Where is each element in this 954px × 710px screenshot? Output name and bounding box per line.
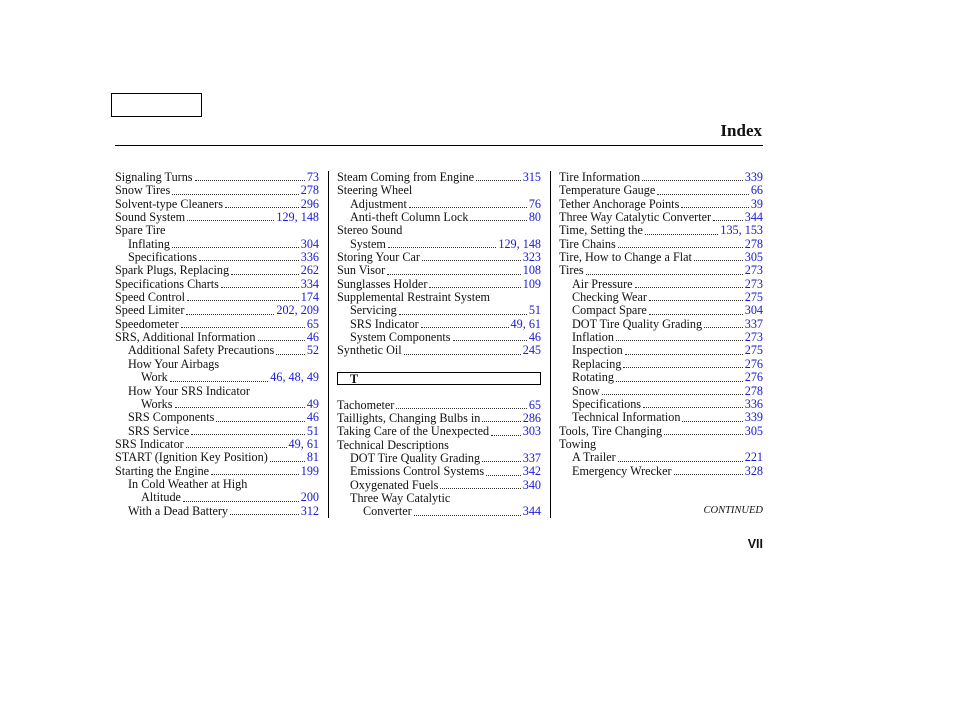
index-entry-term: Spark Plugs, Replacing (115, 263, 230, 278)
index-entry-term: Stereo Sound (337, 223, 403, 238)
page-number: VII (747, 537, 763, 551)
index-entry-term: How Your Airbags (128, 356, 220, 371)
index-entry-term: Tire Chains (559, 236, 616, 251)
index-entry (559, 318, 763, 331)
page-reference-link[interactable]: 129, 148 (276, 210, 319, 225)
page-reference-link[interactable]: 340 (522, 477, 541, 492)
dot-leader (409, 206, 527, 208)
dot-leader (649, 313, 743, 315)
page-reference-link[interactable]: 305 (744, 250, 763, 265)
index-entry-term: SRS Service (128, 423, 190, 438)
dot-leader (187, 299, 299, 301)
dot-leader (388, 246, 496, 248)
index-entry (115, 264, 319, 277)
index-entry-term: Sound System (115, 210, 186, 225)
index-entry (115, 358, 319, 371)
index-entry-term: Tools, Tire Changing (559, 423, 663, 438)
page-reference-link[interactable]: 51 (528, 303, 541, 318)
index-entry-term: Solvent-type Cleaners (115, 196, 223, 211)
dot-leader (681, 206, 748, 208)
index-entry-term: Temperature Gauge (559, 183, 656, 198)
index-entry-term: SRS Components (128, 410, 215, 425)
dot-leader (270, 460, 305, 462)
dot-leader (231, 273, 299, 275)
page-reference-link[interactable]: 80 (528, 210, 541, 225)
index-entry (115, 465, 319, 478)
index-entry-term: Time, Setting the (559, 223, 643, 238)
index-entry (559, 198, 763, 211)
index-entry (337, 224, 541, 237)
dot-leader (186, 313, 274, 315)
page-reference-link[interactable]: 303 (522, 424, 541, 439)
index-entry-term: Sun Visor (337, 263, 386, 278)
index-entry (115, 491, 319, 504)
page-reference-link[interactable]: 46 (306, 410, 319, 425)
index-entry (337, 505, 541, 518)
page-reference-link[interactable]: 273 (744, 276, 763, 291)
index-entry-term: Specifications (128, 250, 198, 265)
dot-leader (453, 339, 527, 341)
index-entry-term: Specifications Charts (115, 276, 219, 291)
index-entry (337, 344, 541, 357)
index-entry-term: Inspection (572, 343, 623, 358)
page-title: Index (720, 121, 762, 140)
page-reference-link[interactable]: 200 (300, 490, 319, 505)
index-entry (115, 251, 319, 264)
index-entry (337, 399, 541, 412)
dot-leader (602, 393, 743, 395)
page-reference-link[interactable]: 339 (744, 170, 763, 184)
index-entry-term: DOT Tire Quality Grading (572, 316, 703, 331)
dot-leader (175, 406, 305, 408)
page-reference-link[interactable]: 135, 153 (720, 223, 763, 238)
dot-leader (635, 286, 743, 288)
index-entry (337, 291, 541, 304)
dot-leader (186, 446, 287, 448)
index-entry-term: Spare Tire (115, 223, 166, 238)
page-reference-link[interactable]: 273 (744, 330, 763, 345)
index-entry (559, 304, 763, 317)
dot-leader (181, 326, 305, 328)
index-entry (559, 291, 763, 304)
index-column-3 (559, 171, 763, 478)
dot-leader (704, 326, 743, 328)
index-entry-term: SRS, Additional Information (115, 330, 256, 345)
page-reference-link[interactable]: 199 (300, 463, 319, 478)
dot-leader (618, 246, 743, 248)
page-reference-link[interactable]: 49 (306, 396, 319, 411)
page-reference-link[interactable]: 296 (300, 196, 319, 211)
page-reference-link[interactable]: 337 (522, 450, 541, 465)
index-entry (115, 211, 319, 224)
index-entry-term: Starting the Engine (115, 463, 210, 478)
dot-leader (172, 193, 299, 195)
dot-leader (276, 353, 305, 355)
dot-leader (642, 179, 743, 181)
index-entry-term: Oxygenated Fuels (350, 477, 439, 492)
index-entry (559, 411, 763, 424)
index-entry (337, 465, 541, 478)
index-entry-term: Replacing (572, 356, 622, 371)
index-entry (559, 171, 763, 184)
page-reference-link[interactable]: 129, 148 (498, 236, 541, 251)
index-entry-term: A Trailer (572, 450, 616, 465)
index-entry-term: Work (141, 370, 168, 385)
dot-leader (694, 259, 743, 261)
dot-leader (225, 206, 299, 208)
index-entry (115, 278, 319, 291)
page-reference-link[interactable]: 46, 48, 49 (270, 370, 319, 385)
index-entry-term: Synthetic Oil (337, 343, 402, 358)
index-entry-term: Snow Tires (115, 183, 171, 198)
index-entry (115, 411, 319, 424)
index-entry (559, 465, 763, 478)
index-entry-term: Works (141, 396, 173, 411)
page-reference-link[interactable]: 344 (744, 210, 763, 225)
page-reference-link[interactable]: 49, 61 (510, 316, 541, 331)
index-entry (115, 184, 319, 197)
page-reference-link[interactable]: 46 (306, 330, 319, 345)
dot-leader (440, 487, 520, 489)
dot-leader (421, 326, 509, 328)
index-entry (559, 358, 763, 371)
dot-leader (618, 460, 743, 462)
index-entry-term: Specifications (572, 396, 642, 411)
index-entry-term: SRS Indicator (115, 436, 184, 451)
index-entry (115, 238, 319, 251)
index-entry-term: Inflating (128, 236, 170, 251)
index-entry-term: Sunglasses Holder (337, 276, 428, 291)
dot-leader (195, 179, 305, 181)
index-entry-term: Technical Descriptions (337, 437, 449, 452)
section-tab-box (111, 93, 202, 117)
index-entry-term: Taking Care of the Unexpected (337, 424, 490, 439)
index-entry-term: Tire, How to Change a Flat (559, 250, 692, 265)
index-entry (115, 171, 319, 184)
page-reference-link[interactable]: 276 (744, 356, 763, 371)
page-reference-link[interactable]: 108 (522, 263, 541, 278)
index-entry (115, 398, 319, 411)
page-reference-link[interactable]: 286 (522, 410, 541, 425)
page-reference-link[interactable]: 46 (528, 330, 541, 345)
column-divider (328, 171, 329, 518)
dot-leader (414, 514, 521, 516)
index-entry (337, 492, 541, 505)
page-reference-link[interactable]: 344 (522, 504, 541, 519)
dot-leader (616, 339, 743, 341)
page-reference-link[interactable]: 315 (522, 170, 541, 184)
index-entry-term: How Your SRS Indicator (128, 383, 250, 398)
index-entry-term: Additional Safety Precautions (128, 343, 275, 358)
index-entry (559, 211, 763, 224)
page-reference-link[interactable]: 81 (306, 450, 319, 465)
index-entry (115, 198, 319, 211)
index-entry-term: Tires (559, 263, 584, 278)
dot-leader (486, 474, 521, 476)
index-entry (559, 371, 763, 384)
page-reference-link[interactable]: 275 (744, 290, 763, 305)
dot-leader (713, 219, 743, 221)
index-entry-term: Altitude (141, 490, 181, 505)
index-entry (559, 224, 763, 237)
dot-leader (625, 353, 743, 355)
index-entry (559, 425, 763, 438)
index-entry-term: START (Ignition Key Position) (115, 450, 268, 465)
entry-spacer (337, 358, 541, 371)
page-reference-link[interactable]: 339 (744, 410, 763, 425)
page-reference-link[interactable]: 276 (744, 370, 763, 385)
index-entry (337, 412, 541, 425)
index-entry (559, 344, 763, 357)
index-entry (559, 398, 763, 411)
index-entry (115, 478, 319, 491)
page-reference-link[interactable]: 245 (522, 343, 541, 358)
index-entry-term: Taillights, Changing Bulbs in (337, 410, 481, 425)
index-entry (337, 264, 541, 277)
index-entry-term: Steering Wheel (337, 183, 413, 198)
index-entry-term: Signaling Turns (115, 170, 193, 184)
index-entry-term: With a Dead Battery (128, 503, 229, 518)
index-entry (337, 171, 541, 184)
index-entry (115, 438, 319, 451)
index-entry-term: Air Pressure (572, 276, 633, 291)
page-reference-link[interactable]: 336 (744, 396, 763, 411)
page-reference-link[interactable]: 312 (300, 503, 319, 518)
page-reference-link[interactable]: 273 (744, 263, 763, 278)
dot-leader (422, 259, 521, 261)
index-entry (559, 264, 763, 277)
dot-leader (643, 406, 743, 408)
index-entry-term: Rotating (572, 370, 614, 385)
index-entry-term: Snow (572, 383, 600, 398)
page-reference-link[interactable]: 174 (300, 290, 319, 305)
index-entry-term: Speedometer (115, 316, 179, 331)
dot-leader (616, 380, 743, 382)
index-entry-term: Tire Information (559, 170, 641, 184)
index-entry (559, 251, 763, 264)
page-reference-link[interactable]: 109 (522, 276, 541, 291)
index-entry (559, 278, 763, 291)
page-reference-link[interactable]: 342 (522, 464, 541, 479)
dot-leader (645, 233, 718, 235)
index-entry-term: Three Way Catalytic (350, 490, 451, 505)
page-reference-link[interactable]: 337 (744, 316, 763, 331)
dot-leader (664, 433, 743, 435)
index-entry (337, 331, 541, 344)
index-entry (115, 385, 319, 398)
index-entry (337, 238, 541, 251)
dot-leader (399, 313, 527, 315)
dot-leader (586, 273, 743, 275)
page-reference-link[interactable]: 65 (528, 397, 541, 412)
dot-leader (404, 353, 521, 355)
dot-leader (674, 473, 743, 475)
index-entry (559, 438, 763, 451)
dot-leader (623, 366, 742, 368)
index-entry (115, 224, 319, 237)
page-reference-link[interactable]: 334 (300, 276, 319, 291)
index-entry (337, 479, 541, 492)
index-entry (337, 278, 541, 291)
index-entry (337, 318, 541, 331)
header-rule (115, 145, 763, 146)
page-reference-link[interactable]: 221 (744, 450, 763, 465)
index-entry (337, 251, 541, 264)
dot-leader (211, 473, 299, 475)
dot-leader (199, 259, 299, 261)
index-entry-term: Adjustment (350, 196, 407, 211)
dot-leader (491, 434, 521, 436)
index-entry (337, 198, 541, 211)
index-entry-term: Converter (363, 504, 412, 519)
page-reference-link[interactable]: 328 (744, 463, 763, 478)
index-entry-term: Emissions Control Systems (350, 464, 485, 479)
page-reference-link[interactable]: 305 (744, 423, 763, 438)
index-entry (559, 385, 763, 398)
index-entry-term: In Cold Weather at High (128, 476, 248, 491)
dot-leader (216, 420, 304, 422)
index-entry (337, 425, 541, 438)
page-reference-link[interactable]: 278 (300, 183, 319, 198)
dot-leader (682, 420, 742, 422)
index-entry (559, 331, 763, 344)
index-entry (115, 304, 319, 317)
page-reference-link[interactable]: 51 (306, 423, 319, 438)
index-entry-term: Emergency Wrecker (572, 463, 672, 478)
page-reference-link[interactable]: 39 (750, 196, 763, 211)
page-reference-link[interactable]: 275 (744, 343, 763, 358)
dot-leader (396, 407, 526, 409)
index-entry (115, 331, 319, 344)
dot-leader (482, 460, 521, 462)
dot-leader (476, 179, 521, 181)
index-entry-term: Supplemental Restraint System (337, 290, 491, 305)
index-entry-term: Tachometer (337, 397, 395, 412)
index-entry-term: Checking Wear (572, 290, 647, 305)
index-column-2 (337, 171, 541, 519)
index-entry (559, 238, 763, 251)
index-entry (337, 304, 541, 317)
index-entry-term: Speed Control (115, 290, 186, 305)
page-reference-link[interactable]: 65 (306, 316, 319, 331)
dot-leader (429, 286, 520, 288)
page-reference-link[interactable]: 336 (300, 250, 319, 265)
index-entry-term: Tether Anchorage Points (559, 196, 680, 211)
dot-leader (221, 286, 299, 288)
page-reference-link[interactable]: 73 (306, 170, 319, 184)
index-entry (115, 505, 319, 518)
dot-leader (470, 219, 526, 221)
index-entry-term: Inflation (572, 330, 614, 345)
index-entry-term: DOT Tire Quality Grading (350, 450, 481, 465)
page-reference-link[interactable]: 323 (522, 250, 541, 265)
index-entry-term: Speed Limiter (115, 303, 185, 318)
index-entry (559, 184, 763, 197)
index-column-1 (115, 171, 319, 518)
dot-leader (649, 299, 743, 301)
dot-leader (172, 246, 299, 248)
index-entry-term: Compact Spare (572, 303, 647, 318)
index-entry-term: System Components (350, 330, 451, 345)
index-entry (337, 439, 541, 452)
index-entry (337, 211, 541, 224)
page-reference-link[interactable]: 66 (750, 183, 763, 198)
index-entry-term: Three Way Catalytic Converter (559, 210, 712, 225)
index-entry-term: Storing Your Car (337, 250, 420, 265)
dot-leader (183, 500, 299, 502)
page-reference-link[interactable]: 278 (744, 383, 763, 398)
dot-leader (657, 193, 749, 195)
page-reference-link[interactable]: 202, 209 (276, 303, 319, 318)
page-reference-link[interactable]: 304 (300, 236, 319, 251)
dot-leader (482, 420, 520, 422)
index-entry-term: Servicing (350, 303, 397, 318)
dot-leader (191, 433, 305, 435)
page-reference-link[interactable]: 52 (306, 343, 319, 358)
page-reference-link[interactable]: 278 (744, 236, 763, 251)
index-entry (115, 451, 319, 464)
page-reference-link[interactable]: 76 (528, 196, 541, 211)
index-entry-term: Steam Coming from Engine (337, 170, 475, 184)
entry-spacer (337, 385, 541, 398)
dot-leader (230, 513, 299, 515)
page-reference-link[interactable]: 262 (300, 263, 319, 278)
column-divider (550, 171, 551, 518)
index-entry-term: SRS Indicator (350, 316, 419, 331)
index-entry-term: System (350, 236, 386, 251)
page-reference-link[interactable]: 49, 61 (288, 436, 319, 451)
index-entry (115, 318, 319, 331)
dot-leader (258, 339, 305, 341)
index-entry (115, 371, 319, 384)
index-entry-term: Anti-theft Column Lock (350, 210, 469, 225)
dot-leader (170, 380, 268, 382)
index-entry (559, 451, 763, 464)
index-entry-term: Towing (559, 436, 597, 451)
index-entry (115, 344, 319, 357)
index-entry (115, 425, 319, 438)
section-letter-header: T (337, 372, 541, 385)
index-entry (337, 452, 541, 465)
continued-note: CONTINUED (703, 505, 763, 516)
index-entry (337, 184, 541, 197)
dot-leader (187, 219, 274, 221)
index-entry (115, 291, 319, 304)
index-entry-term: Technical Information (572, 410, 681, 425)
page-reference-link[interactable]: 304 (744, 303, 763, 318)
dot-leader (387, 273, 521, 275)
